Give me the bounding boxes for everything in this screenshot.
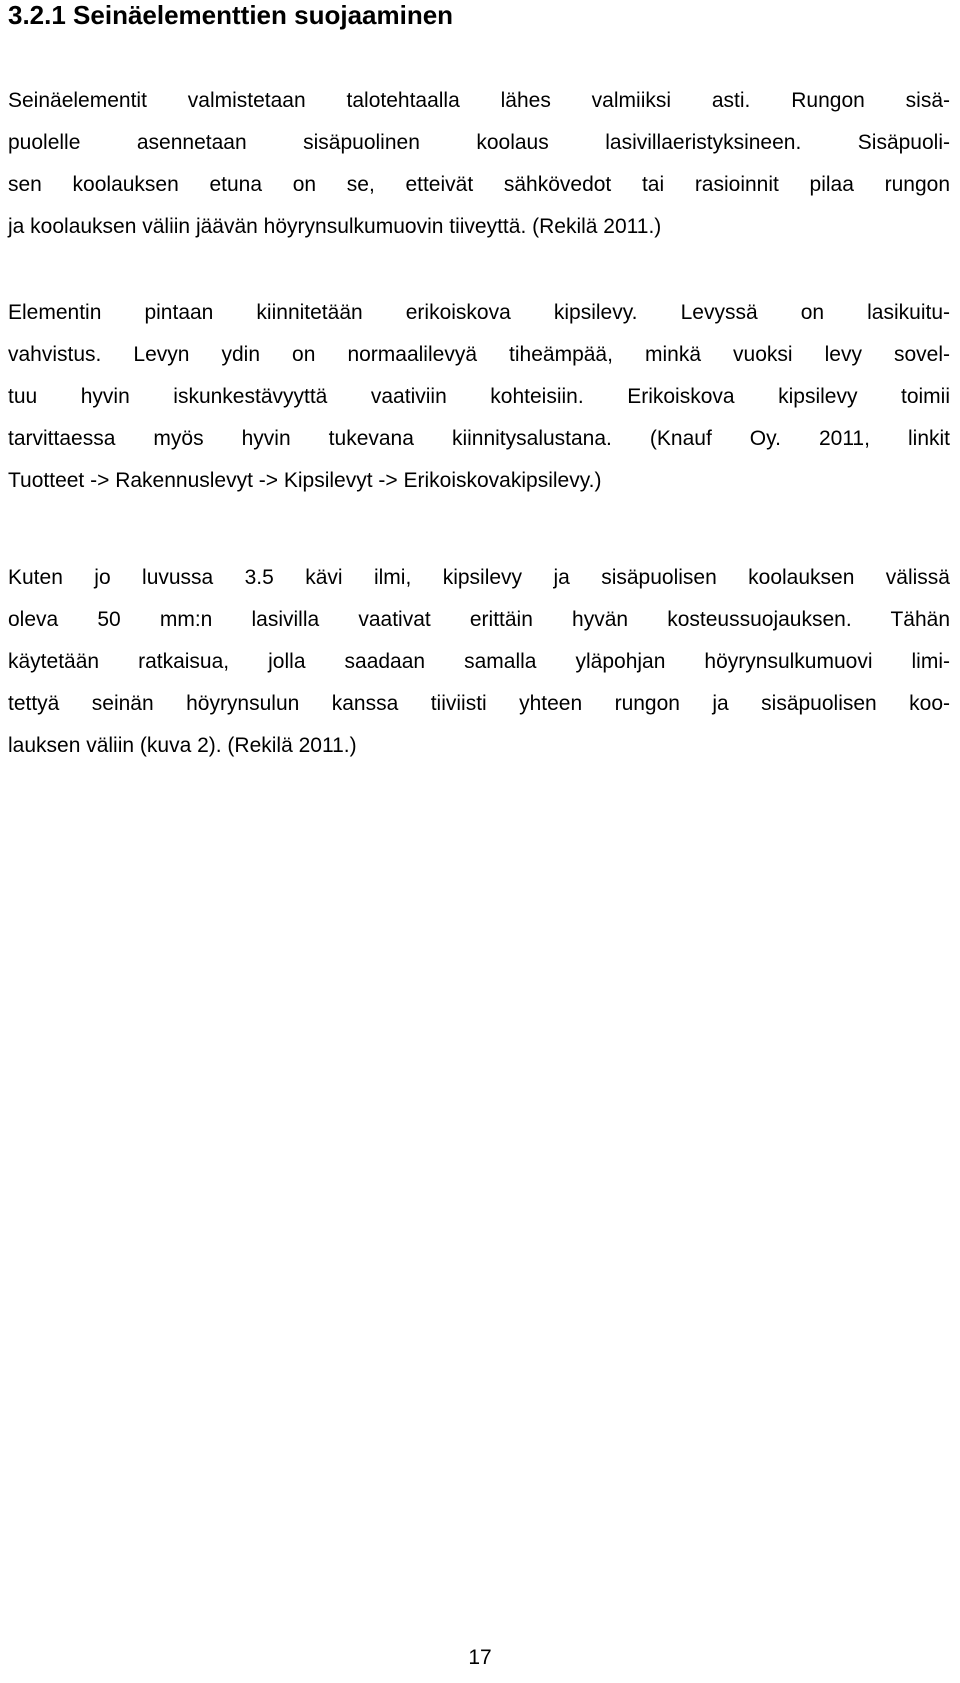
text-line: puolelle asennetaan sisäpuolinen koolaus lasivillaeristyksineen. Sisäpuoli- xyxy=(8,131,950,154)
text-line: tettyä seinän höyrynsulun kanssa tiiviisti yhteen rungon ja sisäpuolisen koo- xyxy=(8,692,950,715)
text-line: tarvittaessa myös hyvin tukevana kiinnitysalustana. (Knauf Oy. 2011, linkit xyxy=(8,427,950,450)
section-heading: 3.2.1 Seinäelementtien suojaaminen xyxy=(8,0,454,30)
page-number: 17 xyxy=(468,1646,492,1669)
paragraph-3 xyxy=(8,557,950,767)
text-line: Seinäelementit valmistetaan talotehtaalla lähes valmiiksi asti. Rungon sisä- xyxy=(8,89,950,112)
text-line: ja koolauksen väliin jäävän höyrynsulkumuovin tiiveyttä. (Rekilä 2011.) xyxy=(8,215,662,238)
text-line: käytetään ratkaisua, jolla saadaan samalla yläpohjan höyrynsulkumuovi limi- xyxy=(8,650,950,673)
text-line: Elementin pintaan kiinnitetään erikoiskova kipsilevy. Levyssä on lasikuitu- xyxy=(8,301,950,324)
text-line: oleva 50 mm:n lasivilla vaativat erittäin hyvän kosteussuojauksen. Tähän xyxy=(8,608,950,631)
paragraph-2 xyxy=(8,292,950,502)
text-line: sen koolauksen etuna on se, etteivät sähkövedot tai rasioinnit pilaa rungon xyxy=(8,173,950,196)
text-line: tuu hyvin iskunkestävyyttä vaativiin kohteisiin. Erikoiskova kipsilevy toimii xyxy=(8,385,950,408)
text-line: vahvistus. Levyn ydin on normaalilevyä tiheämpää, minkä vuoksi levy sovel- xyxy=(8,343,950,366)
text-line: lauksen väliin (kuva 2). (Rekilä 2011.) xyxy=(8,734,357,757)
text-line: Kuten jo luvussa 3.5 kävi ilmi, kipsilevy ja sisäpuolisen koolauksen välissä xyxy=(8,566,950,589)
text-line: Tuotteet -> Rakennuslevyt -> Kipsilevyt -> Erikoiskovakipsilevy.) xyxy=(8,469,602,492)
paragraph-1 xyxy=(8,80,950,248)
